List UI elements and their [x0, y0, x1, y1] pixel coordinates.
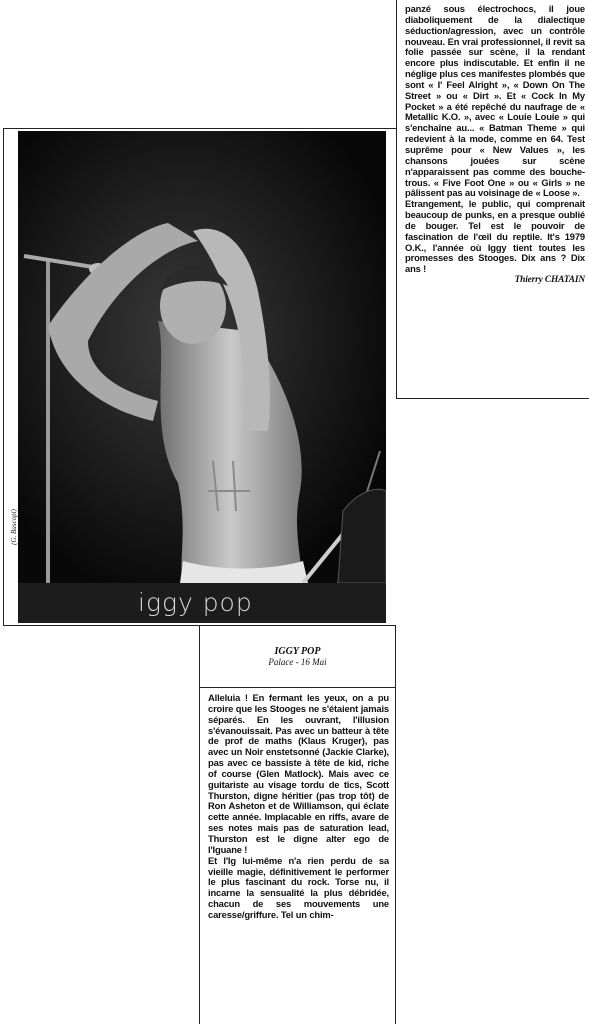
article-subtitle: Palace - 16 Mai [268, 657, 327, 667]
concert-photo-illustration [18, 131, 386, 583]
review-opening-text [208, 693, 389, 921]
photo-caption-bar [18, 583, 386, 623]
review-continuation-paragraph-1: panzé sous électrochocs, il joue diaboliquement de la dialectique séduction/agression, avec un contrôle nouveau. En vrai professionnel, il revit sa folie passée sur scène, il la rendant encore plus indiscutable. Et enfin il ne néglige plus ces manifestes plombés que sont « I' Feel Alright », « Down On The Street » ou « Dirt ». Et « Cock In My Pocket » a été repêché du naufrage de « Metallic K.O. », avec « Louie Louie » qui s'enchaîne au... « Batman Theme » qui redevient à la mode, comme en 64. Test suprême pour « New Values », les chansons jouées sur scène n'apparaissent pas comme des bouche-trous. « Five Foot One » ou « Girls » ne pâlissent pas au voisinage de « Loose ». [405, 3, 585, 199]
review-opening-column [199, 688, 396, 1024]
photo-credit-text: (G. Bascopi) [10, 509, 18, 545]
review-continuation-text [405, 4, 585, 286]
review-continuation-paragraph-2: Etrangement, le public, qui comprenait beaucoup de punks, en a presque oublié de bouger. Tel est le pouvoir de fascination de l'œil du reptile. It's 1979 O.K., l'année où Iggy tient toutes les promesses des Stooges. Dix ans ? Dix ans ! [405, 198, 585, 275]
author-byline: Thierry CHATAIN [514, 275, 585, 286]
review-continuation-column [396, 0, 589, 399]
review-opening-paragraph-1: Alleluia ! En fermant les yeux, on a pu croire que les Stooges ne s'étaient jamais séparés. En les ouvrant, l'illusion s'évanouissait. Pas avec un batteur à tête de prof de maths (Klaus Kruger), pas avec un Noir enstetsonné (Jackie Clarke), pas avec ce bassiste à tête de kid, riche of course (Glen Matlock). Mais avec ce guitariste au visage tordu de tics, Scott Thurston, digne héritier (pas trop tôt) de Ron Asheton et de Williamson, qui éclate cette année. Implacable en riffs, avare de ses notes mais pas de saturation lead, Thurston est le digne alter ego de l'Iguane ! [208, 692, 389, 855]
article-title: IGGY POP [274, 646, 321, 657]
photo-credit [6, 489, 18, 569]
article-header [199, 626, 396, 688]
photo-frame [3, 128, 396, 626]
photo-caption: iggy pop [138, 588, 253, 617]
review-opening-paragraph-2: Et l'Ig lui-même n'a rien perdu de sa vieille magie, définitivement le performer le plus fascinant du rock. Torse nu, il incarne la sensualité la plus débridée, chacun de ses mouvements une caresse/griffure. Tel un chim- [208, 854, 389, 920]
concert-photo [18, 131, 386, 583]
